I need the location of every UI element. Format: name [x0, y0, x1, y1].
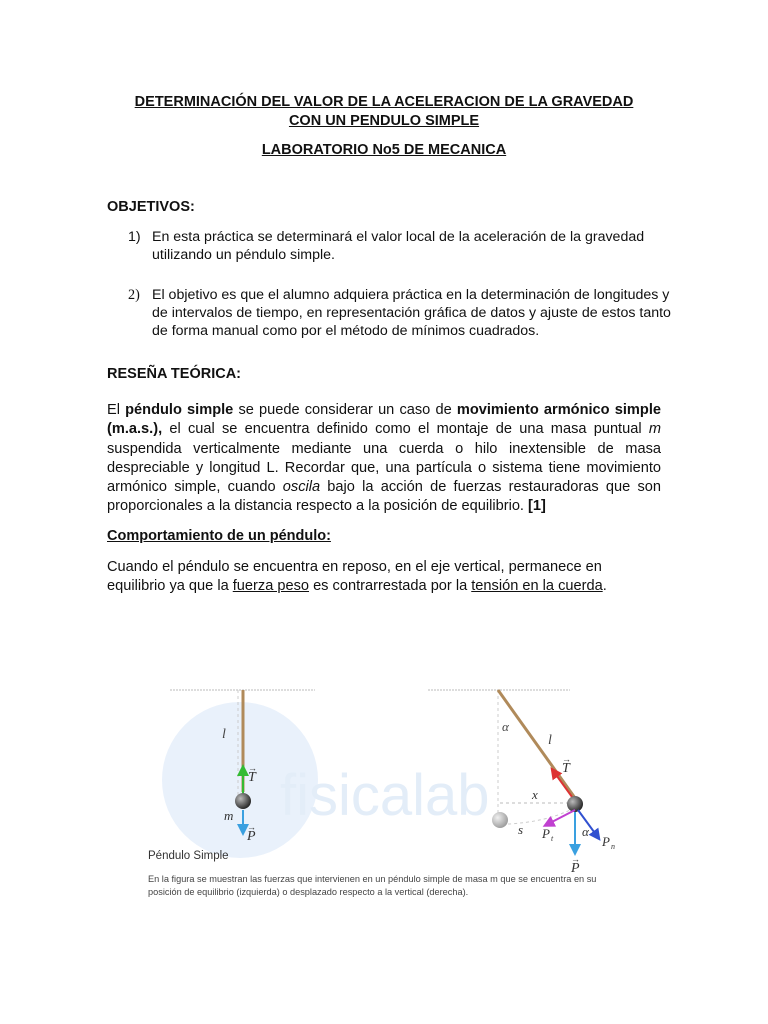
term-mas: movimiento armónico simple (m.a.s.), — [107, 402, 661, 438]
vector-arrow-glyph: → — [247, 822, 256, 832]
label-T-left: T — [248, 770, 256, 785]
document-subtitle: LABORATORIO No5 DE MECANICA — [261, 142, 507, 158]
text-run: . Recordar que, una partícula o sistema tiene movimiento armónico simple, cuando — [107, 459, 661, 496]
label-Pt-sub: t — [551, 834, 554, 843]
label-m: m — [224, 808, 234, 823]
term-pendulo-simple: péndulo simple — [125, 402, 234, 418]
symbol-L: L — [266, 459, 275, 476]
mass-ball-right — [567, 796, 583, 812]
label-l-left: l — [222, 727, 226, 742]
vector-arrow-glyph: → — [562, 754, 571, 764]
label-s: s — [518, 822, 524, 837]
text-run: suspendida verticalmente mediante una cuerda o hilo inextensible de masa despreciable y longitud — [107, 440, 661, 476]
reference-1: [1] — [528, 498, 546, 515]
text-run: . — [602, 578, 607, 595]
label-Pt: P — [542, 826, 550, 841]
watermark-text: fisicalab — [280, 763, 490, 828]
objective-number: 2) — [128, 287, 140, 303]
term-tension-cuerda: tensión en la cuerda — [471, 578, 603, 595]
objective-text: En esta práctica se determinará el valor local de la aceleración de la gravedad utilizando un péndulo simple. — [152, 229, 645, 263]
objective-number: 1) — [128, 229, 141, 245]
label-alpha-top: α — [502, 719, 509, 734]
text-run: bajo la acción de fuerzas restauradoras que son proporcionales a la distancia respecto a la posición de equilibrio. — [107, 479, 661, 515]
text-run: Cuando el péndulo se encuentra en reposo, en el eje vertical, permanece en equilibrio ya que la — [107, 559, 602, 595]
equilibrium-ball-ghost — [492, 812, 508, 828]
term-fuerza-peso: fuerza peso — [232, 578, 310, 595]
symbol-m: m — [648, 421, 661, 438]
vector-arrow-glyph: → — [571, 854, 580, 864]
behavior-paragraph — [107, 558, 661, 597]
label-Pn-sub: n — [611, 842, 615, 851]
term-oscila: oscila — [282, 479, 321, 496]
label-alpha-bottom: α — [582, 824, 589, 839]
pendulum-figure — [150, 640, 630, 910]
theory-paragraph — [107, 401, 661, 517]
label-P-left: P — [247, 829, 256, 844]
text-run: el cual se encuentra definido como el montaje de una masa puntual — [162, 421, 649, 438]
document-title-line2: CON UN PENDULO SIMPLE — [288, 113, 480, 129]
document-title-line1: DETERMINACIÓN DEL VALOR DE LA ACELERACION DE LA GRAVEDAD — [134, 94, 634, 110]
label-l-right: l — [548, 733, 552, 748]
text-run: es contrarrestada por la — [309, 578, 472, 595]
rope-right — [498, 690, 575, 798]
behavior-heading: Comportamiento de un péndulo: — [107, 528, 331, 544]
text-run: El — [107, 402, 126, 418]
objective-text: El objetivo es que el alumno adquiera práctica en la determinación de longitudes y de intervalos de tiempo, en representación gráfica de datos y ajuste de estos tanto de forma manual como por el método de mínimos cuadrados. — [152, 287, 671, 339]
label-T-right: T — [562, 761, 570, 776]
label-P-right: P — [571, 861, 580, 876]
objectives-heading: OBJETIVOS: — [107, 199, 195, 215]
text-run: se puede considerar un caso de — [233, 402, 457, 418]
label-Pn: P — [602, 834, 610, 849]
figure-caption-text: En la figura se muestran las fuerzas que intervienen en un péndulo simple de masa m que se encuentra en su posición de equilibrio (izquierda) o desplazado respecto a la vertical (derecha). — [148, 874, 597, 897]
vector-arrow-glyph: → — [248, 763, 257, 773]
label-x: x — [532, 787, 538, 802]
theory-heading: RESEÑA TEÓRICA: — [107, 366, 241, 382]
figure-caption-title: Péndulo Simple — [148, 850, 229, 862]
mass-ball-left — [235, 793, 251, 809]
